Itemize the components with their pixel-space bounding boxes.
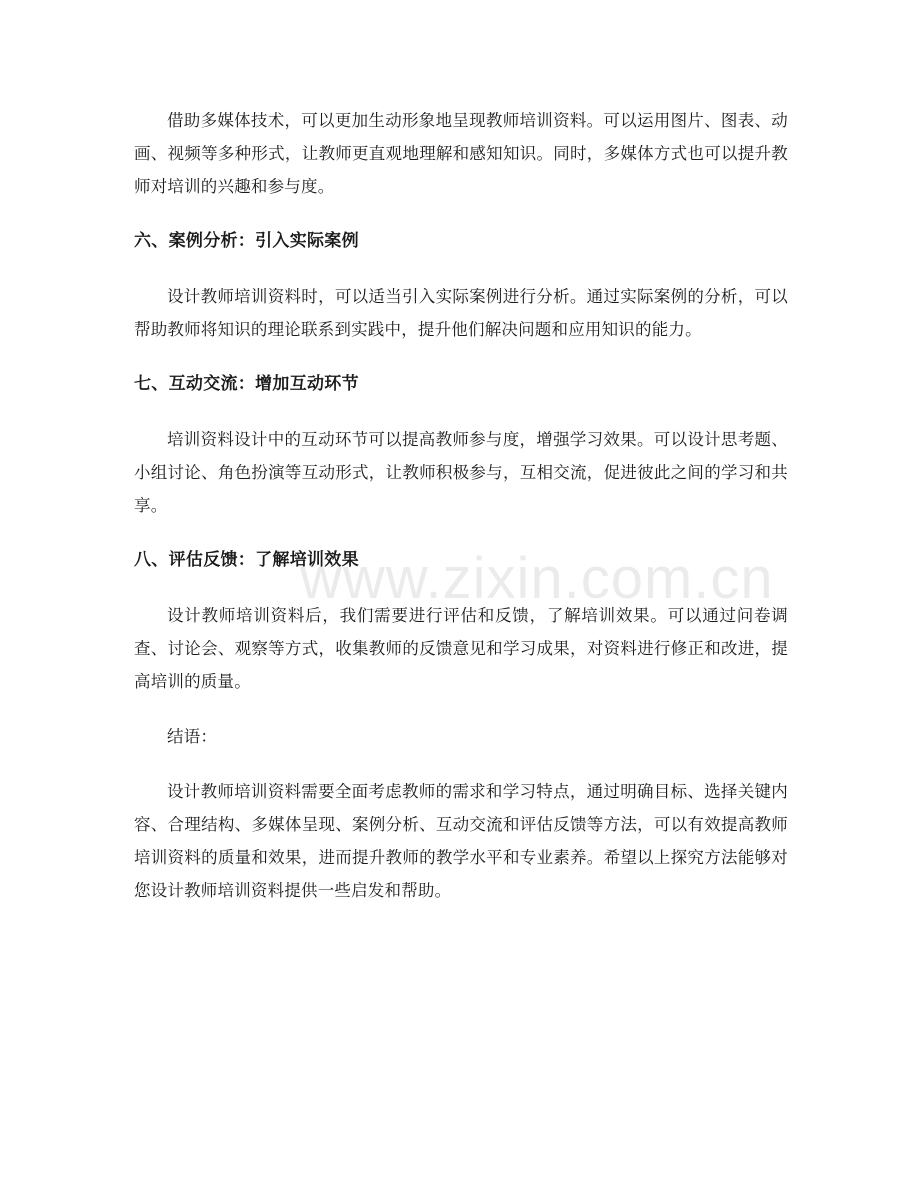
paragraph-section-7: 培训资料设计中的互动环节可以提高教师参与度，增强学习效果。可以设计思考题、小组讨论、角色扮演等互动形式，让教师积极参与，互相交流，促进彼此之间的学习和共享。 [134, 430, 788, 515]
watermark: www.zixin.com.cn [300, 546, 774, 611]
paragraph-section-6: 设计教师培训资料时，可以适当引入实际案例进行分析。通过实际案例的分析，可以帮助教师将知识的理论联系到实践中，提升他们解决问题和应用知识的能力。 [134, 287, 788, 339]
paragraph-section-8: 设计教师培训资料后，我们需要进行评估和反馈，了解培训效果。可以通过问卷调查、讨论会、观察等方式，收集教师的反馈意见和学习成果，对资料进行修正和改进，提高培训的质量。 [134, 606, 788, 691]
paragraph-conclusion: 设计教师培训资料需要全面考虑教师的需求和学习特点，通过明确目标、选择关键内容、合理结构、多媒体呈现、案例分析、互动交流和评估反馈等方法，可以有效提高教师培训资料的质量和效果，进而提升教师的教学水平和专业素养。希望以上探究方法能够对您设计教师培训资料提供一些启发和帮助。 [134, 782, 788, 900]
section-heading-7: 七、互动交流：增加互动环节 [134, 374, 359, 394]
document-body [134, 104, 788, 907]
conclusion-label: 结语： [167, 727, 218, 746]
section-heading-8: 八、评估反馈：了解培训效果 [134, 550, 359, 570]
section-heading-6: 六、案例分析：引入实际案例 [134, 231, 359, 251]
paragraph-multimedia: 借助多媒体技术，可以更加生动形象地呈现教师培训资料。可以运用图片、图表、动画、视频等多种形式，让教师更直观地理解和感知知识。同时，多媒体方式也可以提升教师对培训的兴趣和参与度。 [134, 111, 788, 196]
